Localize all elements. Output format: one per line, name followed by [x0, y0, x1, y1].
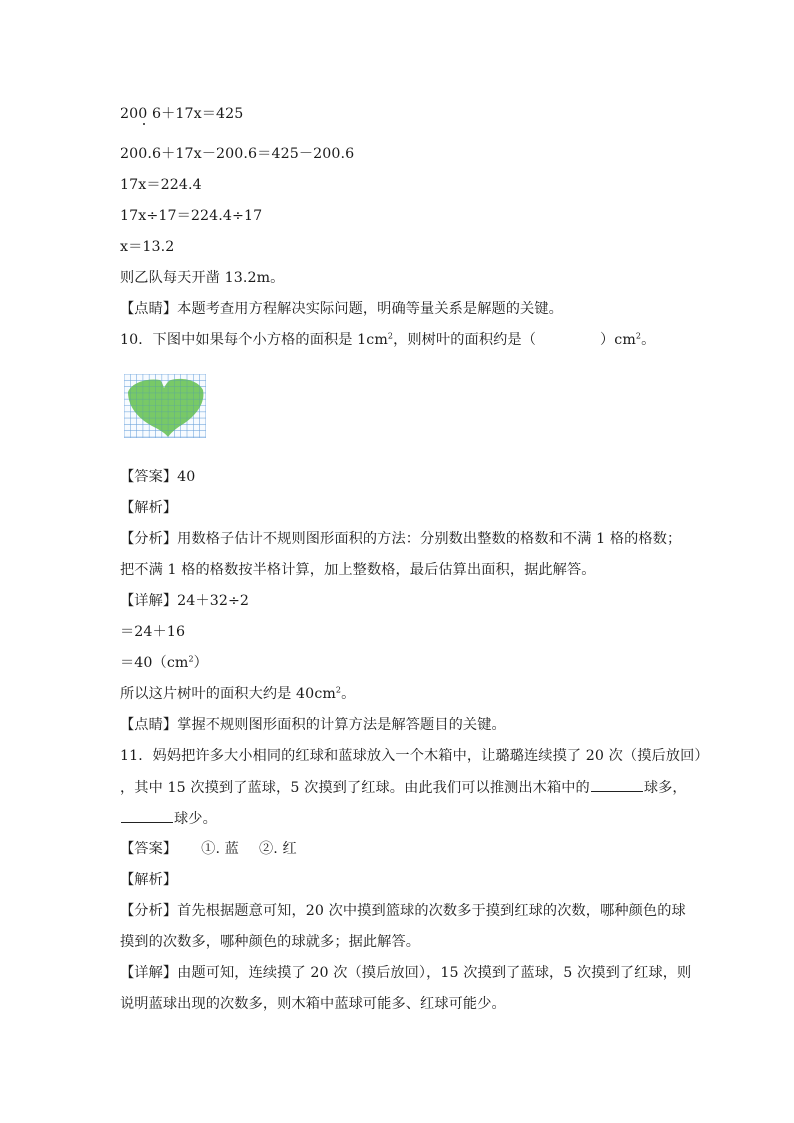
detail-11-line-1: 【详解】由题可知，连续摸了 20 次（摸后放回），15 次摸到了蓝球，5 次摸到了红球，则 [120, 965, 692, 981]
answer-11 [120, 839, 297, 859]
detail-10-line-4-sup: 2 [335, 685, 342, 695]
q11-text-a: ，其中 15 次摸到了蓝球，5 次摸到了红球。由此我们可以推测出木箱中的 [120, 780, 590, 796]
detail-10-line-3 [120, 653, 208, 673]
detail-10-line-3-a: ＝40（cm [120, 655, 189, 671]
q11-text-b: 球多， [643, 780, 687, 796]
comment-line-9: 【点睛】本题考查用方程解决实际问题，明确等量关系是解题的关键。 [120, 301, 563, 317]
detail-10-line-2: ＝24＋16 [120, 624, 186, 640]
detail-10-line-1: 【详解】24＋32÷2 [120, 593, 250, 609]
q10-text-c: ）cm [600, 332, 636, 348]
detail-10-line-3-b: ） [193, 655, 208, 671]
equation-line-2: 200.6＋17x－200.6＝425－200.6 [120, 146, 355, 162]
comment-10: 【点睛】掌握不规则图形面积的计算方法是解答题目的关键。 [120, 717, 506, 733]
q10-text-a: 10．下图中如果每个小方格的面积是 1cm [120, 332, 388, 348]
equation-line-5: x＝13.2 [120, 239, 175, 255]
analysis-10-line-2: 把不满 1 格的格数按半格计算，加上整数格，最后估算出面积，据此解答。 [120, 562, 596, 578]
fill-blank-2 [121, 808, 173, 823]
answer-11-item-2: ②. 红 [258, 841, 297, 857]
leaf-on-grid-figure [124, 374, 206, 438]
equation-line-4: 17x÷17＝224.4÷17 [120, 208, 263, 224]
detail-10-line-3-sup: 2 [188, 654, 194, 664]
analysis-11-line-2: 摸到的次数多，哪种颜色的球就多；据此解答。 [120, 934, 421, 950]
answer-11-item-1: ①. 蓝 [201, 841, 239, 857]
q10-text-d: 。 [641, 332, 656, 348]
analysis-heading-10: 【解析】 [120, 500, 178, 516]
equation-line-1: 200 6＋17x＝425 [120, 106, 244, 122]
equation-line-3: 17x＝224.4 [120, 177, 202, 193]
q11-text-c: 球少。 [174, 811, 217, 827]
decimal-point-mark [143, 123, 145, 125]
q10-superscript-1: 2 [387, 331, 394, 341]
detail-10-line-4-b: 。 [341, 686, 356, 702]
question-11-line-3 [120, 808, 217, 829]
detail-10-line-4-a: 所以这片树叶的面积大约是 40cm [120, 686, 336, 702]
analysis-11-line-1: 【分析】首先根据题意可知，20 次中摸到篮球的次数多于摸到红球的次数，哪种颜色的球 [120, 903, 686, 919]
answer-10: 【答案】40 [120, 469, 196, 485]
analysis-10-line-1: 【分析】用数格子估计不规则图形面积的方法：分别数出整数的格数和不满 1 格的格数； [120, 531, 682, 547]
analysis-heading-11: 【解析】 [120, 872, 178, 888]
q10-superscript-2: 2 [635, 331, 642, 341]
answer-11-label: 【答案】 [120, 841, 178, 857]
question-10 [120, 330, 655, 350]
question-11-line-2 [120, 777, 687, 798]
detail-10-line-4 [120, 684, 355, 704]
fill-blank-1 [591, 777, 643, 792]
conclusion-line: 则乙队每天开凿 13.2m。 [120, 270, 285, 286]
question-11-line-1: 11．妈妈把许多大小相同的红球和蓝球放入一个木箱中，让璐璐连续摸了 20 次（摸后放回） [120, 748, 709, 764]
detail-11-line-2: 说明蓝球出现的次数多，则木箱中蓝球可能多、红球可能少。 [120, 996, 506, 1012]
q10-text-b: ，则树叶的面积约是（ [393, 332, 536, 348]
